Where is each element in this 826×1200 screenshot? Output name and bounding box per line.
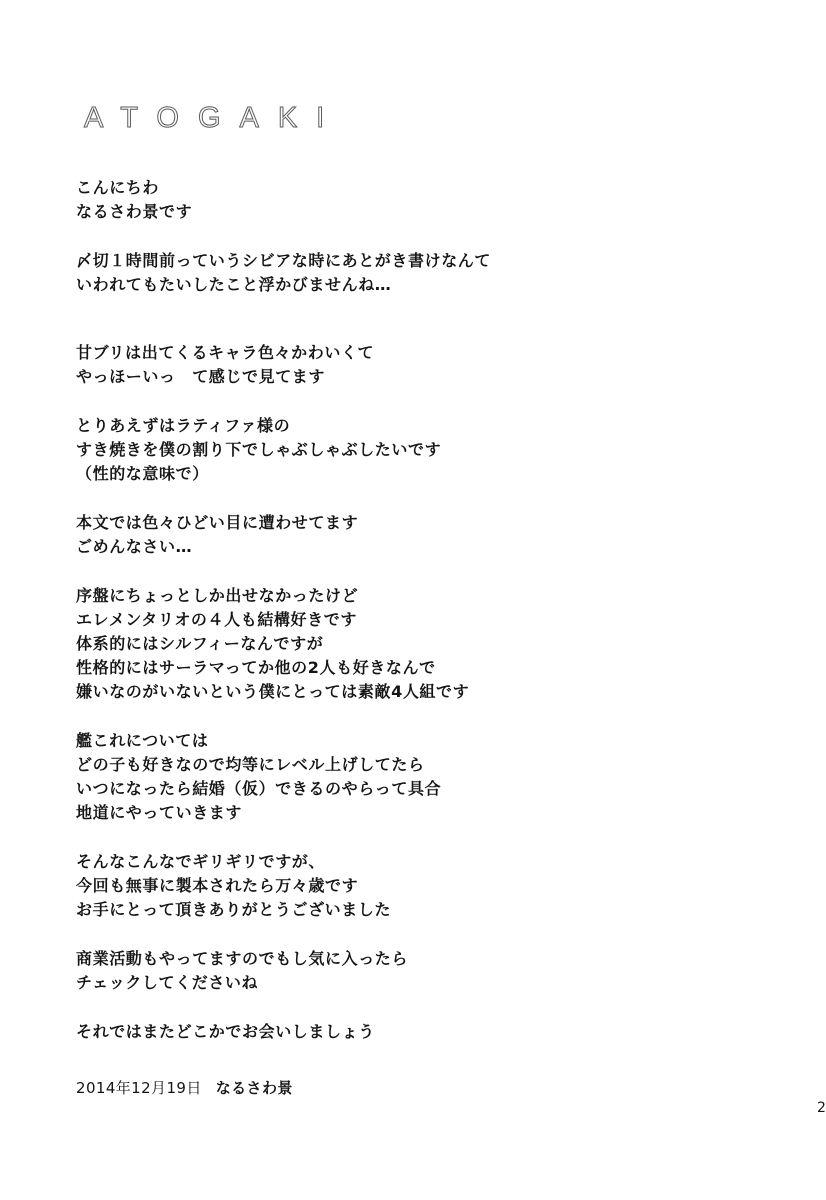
- paragraph: [76, 414, 776, 486]
- paragraph: [76, 850, 776, 922]
- text-line: いわれてもたいしたこと浮かびませんね…: [76, 275, 392, 294]
- text-line: なるさわ景です: [76, 202, 193, 221]
- text-line: こんにちわ: [76, 178, 160, 197]
- paragraph: [76, 584, 776, 704]
- text-line: 地道にやっていきます: [76, 803, 243, 822]
- paragraph: [76, 249, 776, 297]
- text-line: そんなこんなでギリギリですが、: [76, 852, 326, 871]
- paragraph: [76, 511, 776, 559]
- page-number: 2: [817, 1100, 826, 1116]
- text-line: どの子も好きなので均等にレベル上げしてたら: [76, 755, 425, 774]
- paragraph: [76, 176, 776, 224]
- text-line: エレメンタリオの４人も結構好きです: [76, 610, 357, 629]
- text-line: いつになったら結婚（仮）できるのやらって具合: [76, 779, 442, 798]
- signature-date: 2014年12月19日: [76, 1079, 202, 1097]
- text-line: 艦これについては: [76, 731, 209, 750]
- text-line: すき焼きを僕の割り下でしゃぶしゃぶしたいです: [76, 440, 442, 459]
- text-line: チェックしてくださいね: [76, 973, 259, 992]
- paragraph: [76, 341, 776, 389]
- text-line: 体系的にはシルフィーなんですが: [76, 634, 324, 653]
- text-line: 今回も無事に製本されたら万々歳です: [76, 876, 359, 895]
- paragraph: [76, 729, 776, 825]
- paragraph: [76, 947, 776, 995]
- text-line: 嫌いなのがいないという僕にとっては素敵4人組です: [76, 682, 470, 701]
- paragraph: [76, 1020, 776, 1044]
- text-line: 甘ブリは出てくるキャラ色々かわいくて: [76, 343, 375, 362]
- text-line: 本文では色々ひどい目に遭わせてます: [76, 513, 359, 532]
- signature: [76, 1076, 293, 1100]
- page-title: ATOGAKI: [84, 102, 344, 134]
- text-line: 商業活動もやってますのでもし気に入ったら: [76, 949, 409, 968]
- text-line: お手にとって頂きありがとうございました: [76, 900, 392, 919]
- text-line: 序盤にちょっとしか出せなかったけど: [76, 586, 359, 605]
- signature-name: なるさわ景: [215, 1079, 293, 1097]
- text-line: 性格的にはサーラマってか他の2人も好きなんで: [76, 658, 436, 677]
- text-line: とりあえずはラティファ様の: [76, 416, 291, 435]
- text-line: ごめんなさい…: [76, 537, 193, 556]
- text-line: やっほーいっ て感じで見てます: [76, 367, 326, 386]
- text-line: それではまたどこかでお会いしましょう: [76, 1022, 375, 1041]
- afterword-body: [76, 176, 776, 1069]
- text-line: （性的な意味で）: [76, 464, 209, 483]
- text-line: 〆切１時間前っていうシビアな時にあとがき書けなんて: [76, 251, 492, 270]
